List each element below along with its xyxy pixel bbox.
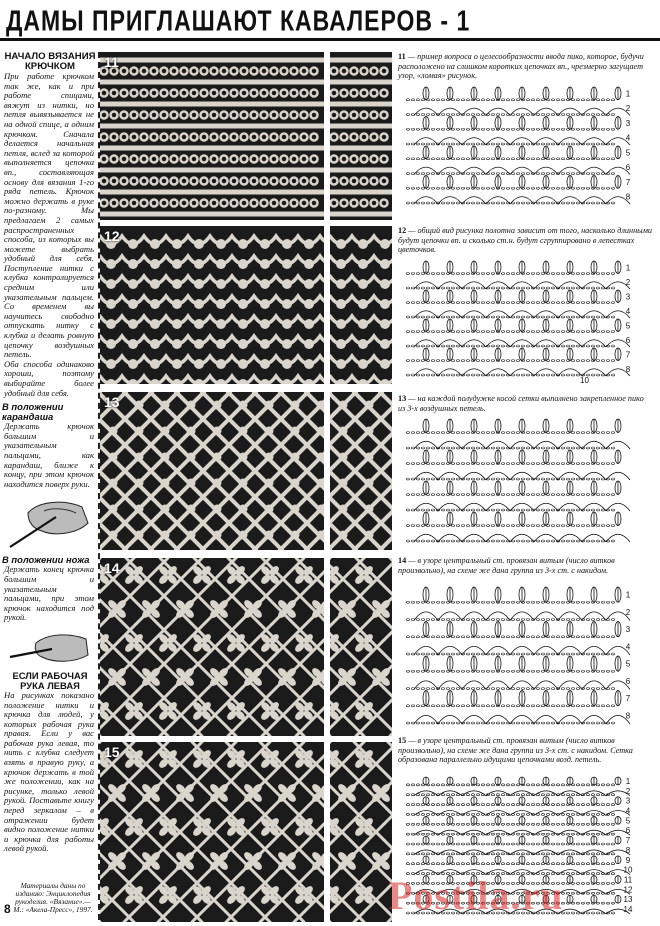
chart-row-number: 1 bbox=[625, 590, 631, 600]
pattern-12-label: 12 bbox=[104, 228, 120, 244]
page-number: 8 bbox=[4, 902, 11, 916]
page-title: ДАМЫ ПРИГЛАШАЮТ КАВАЛЕРОВ - 1 bbox=[6, 4, 471, 37]
pencil-grip-hand-icon bbox=[8, 493, 92, 551]
chart-row-number: 9 bbox=[625, 855, 631, 865]
chart-row-number: 5 bbox=[625, 148, 631, 158]
caption-15 bbox=[398, 736, 652, 765]
chart-row-number: 10 bbox=[623, 865, 633, 875]
section1-heading: НАЧАЛО ВЯЗАНИЯ КРЮЧКОМ bbox=[4, 51, 96, 72]
chart-row-number: 14 bbox=[623, 905, 633, 915]
lace-texture bbox=[100, 742, 324, 922]
chart-repeat-width: 10 bbox=[580, 376, 589, 384]
caption-14 bbox=[398, 556, 652, 575]
chart-row-number: 3 bbox=[625, 292, 631, 302]
caption-13 bbox=[398, 394, 652, 413]
chart-row-number: 13 bbox=[623, 895, 633, 905]
caption-13-number: 13 bbox=[398, 394, 407, 403]
watermark-logo bbox=[388, 872, 564, 919]
caption-14-number: 14 bbox=[398, 556, 407, 565]
caption-11-number: 11 bbox=[398, 52, 406, 61]
pattern-11-photo-main bbox=[100, 52, 324, 220]
pattern-14-photo-side bbox=[330, 558, 392, 736]
section3-text: Держать конец крючка большим и указательным пальцами, при этом крючок находится под рукой. bbox=[4, 564, 94, 623]
chart-row-number: 1 bbox=[625, 776, 631, 786]
lace-texture bbox=[330, 52, 392, 220]
section2-heading: В положении карандаша bbox=[2, 401, 64, 423]
section1-text: При работе крючком так же, как и при работе спицами, вяжут из нитки, но петля вывязывается не на одной спице, а одним крючком. Сначала делается начальная петля, вслед за которой выполняется цепочка вп., составляющая основу для вязания 1-го ряда петель. Крючок можно держать в руке по-разному. Мы предлагаем 2 самых распространенных способа, из которых вы можете выбрать удобный для себя. Поступление нитки с клубка контролируется средним или указательным пальцем. Со временем вы научитесь свободно отпускать нитку с клубка и делать ровную цепочку воздушных петель. bbox=[4, 71, 94, 360]
chart-row-number: 1 bbox=[625, 89, 631, 99]
section2-text: Держать крючок большим и указательным пальцами, как карандаш, ближе к концу, при этом крючок находится поверх руки. bbox=[4, 421, 94, 489]
chart-row-number: 7 bbox=[625, 350, 631, 360]
chart-row-number: 7 bbox=[625, 694, 631, 704]
caption-12-text: — общий вид рисунка полотна зависит от того, насколько длинными будут цепочки вп. и сколько ст.н. будут сгруппировано в лепестках цветочков. bbox=[398, 226, 653, 255]
pattern-14-photo-main bbox=[100, 558, 324, 736]
page-header bbox=[0, 0, 660, 44]
crochet-chart-symbols bbox=[402, 82, 638, 212]
chart-row-number: 4 bbox=[625, 133, 631, 143]
chart-row-number: 7 bbox=[625, 836, 631, 846]
chart-row-number: 7 bbox=[625, 177, 631, 187]
caption-13-text: — на каждой полудужке косой сетки выполнено закрепленное пико из 3-х воздушных петель. bbox=[398, 394, 644, 413]
chart-row-number: 11 bbox=[623, 875, 633, 885]
chart-row-number: 6 bbox=[625, 676, 631, 686]
caption-12-number: 12 bbox=[398, 226, 407, 235]
caption-11-text: — пример вопроса о целесообразности ввода пико, которое, будучи расположено на слишком коротких цепочках вп., чрезмерно загущает узор, «ломая» рисунок. bbox=[398, 52, 644, 81]
chart-row-number: 3 bbox=[625, 118, 631, 128]
crochet-chart-symbols bbox=[402, 414, 638, 550]
pattern-15-label: 15 bbox=[104, 744, 120, 760]
chart-row-number: 1 bbox=[625, 263, 631, 273]
chart-row-number: 8 bbox=[625, 192, 631, 202]
chart-row-number: 8 bbox=[625, 845, 631, 855]
lace-texture bbox=[100, 52, 324, 220]
chart-row-number: 3 bbox=[625, 796, 631, 806]
pattern-13-photo-main bbox=[100, 392, 324, 550]
chart-row-number: 6 bbox=[625, 826, 631, 836]
pattern-12-photo-side bbox=[330, 226, 392, 384]
pattern-11-label: 11 bbox=[104, 54, 119, 70]
chart-row-number: 5 bbox=[625, 321, 631, 331]
section1-text2: Оба способа одинаково хороши, поэтому выбирайте более удобный для себя. bbox=[4, 358, 94, 398]
pattern-13-chart bbox=[402, 414, 638, 550]
chart-row-number: 4 bbox=[625, 306, 631, 316]
pattern-12-photo-main bbox=[100, 226, 324, 384]
chart-row-number: 6 bbox=[625, 335, 631, 345]
pattern-15-photo-side bbox=[330, 742, 392, 922]
watermark-text: Postila.ru bbox=[388, 873, 564, 918]
chart-row-number: 5 bbox=[625, 659, 631, 669]
pattern-15-photo-main bbox=[100, 742, 324, 922]
crochet-chart-symbols bbox=[402, 256, 638, 384]
chart-row-number: 12 bbox=[623, 885, 633, 895]
chart-row-number: 4 bbox=[625, 642, 631, 652]
chart-row-number: 4 bbox=[625, 806, 631, 816]
lace-texture bbox=[330, 392, 392, 550]
lace-texture bbox=[100, 558, 324, 736]
section4-text: На рисунках показано положение нитки и крючка для людей, у которых рабочая рука правая. Если у вас рабочая рука левая, то нить с клубка следует взять в правую руку, а крючок держать в той же положении, как на рисунке, только левой рукой. Поставьте книгу перед зеркалом – в отражении будет видно положение нитки и крючка для работы левой рукой. bbox=[4, 689, 94, 854]
section4-heading: ЕСЛИ РАБОЧАЯ РУКА ЛЕВАЯ bbox=[12, 669, 88, 691]
lace-texture bbox=[330, 226, 392, 384]
chart-row-number: 8 bbox=[625, 711, 631, 721]
chart-row-number: 8 bbox=[625, 364, 631, 374]
pattern-14-label: 14 bbox=[104, 560, 120, 576]
chart-row-number: 2 bbox=[625, 104, 631, 114]
caption-15-text: — в узоре центральный ст. провязан витым (число витков произвольно), на схеме же дана группа из 3-х ст. с накидом. Сетка образована параллельно идущими цепочками возд. петель. bbox=[398, 736, 633, 765]
pattern-12-chart bbox=[402, 256, 638, 384]
caption-14-text: — в узоре центральный ст. провязан витым (число витков произвольно), на схеме же дана группа из 3-х ст. с накидом. bbox=[398, 556, 615, 575]
caption-11 bbox=[398, 52, 652, 81]
chart-row-number: 2 bbox=[625, 277, 631, 287]
chart-row-number: 2 bbox=[625, 786, 631, 796]
chart-row-number: 2 bbox=[625, 607, 631, 617]
source-footnote: Материалы даны по изданию: Энциклопедия рукоделия. «Вязание».— М.: «Акела-Пресс», 1997. bbox=[13, 881, 93, 914]
knife-grip-hand-icon bbox=[8, 627, 92, 667]
lace-texture bbox=[330, 558, 392, 736]
lace-texture bbox=[100, 392, 324, 550]
crochet-chart-symbols bbox=[402, 582, 638, 732]
pattern-11-photo-side bbox=[330, 52, 392, 220]
header-rule bbox=[0, 38, 660, 41]
caption-15-number: 15 bbox=[398, 736, 407, 745]
pattern-14-chart bbox=[402, 582, 638, 732]
chart-row-number: 5 bbox=[625, 816, 631, 826]
section3-heading: В положении ножа bbox=[2, 554, 90, 566]
pattern-13-label: 13 bbox=[104, 394, 120, 410]
caption-12 bbox=[398, 226, 652, 255]
pattern-11-chart bbox=[402, 82, 638, 212]
pattern-13-photo-side bbox=[330, 392, 392, 550]
sidebar-text-column bbox=[2, 52, 100, 920]
lace-texture bbox=[330, 742, 392, 922]
chart-row-number: 6 bbox=[625, 163, 631, 173]
chart-row-number: 3 bbox=[625, 625, 631, 635]
lace-texture bbox=[100, 226, 324, 384]
